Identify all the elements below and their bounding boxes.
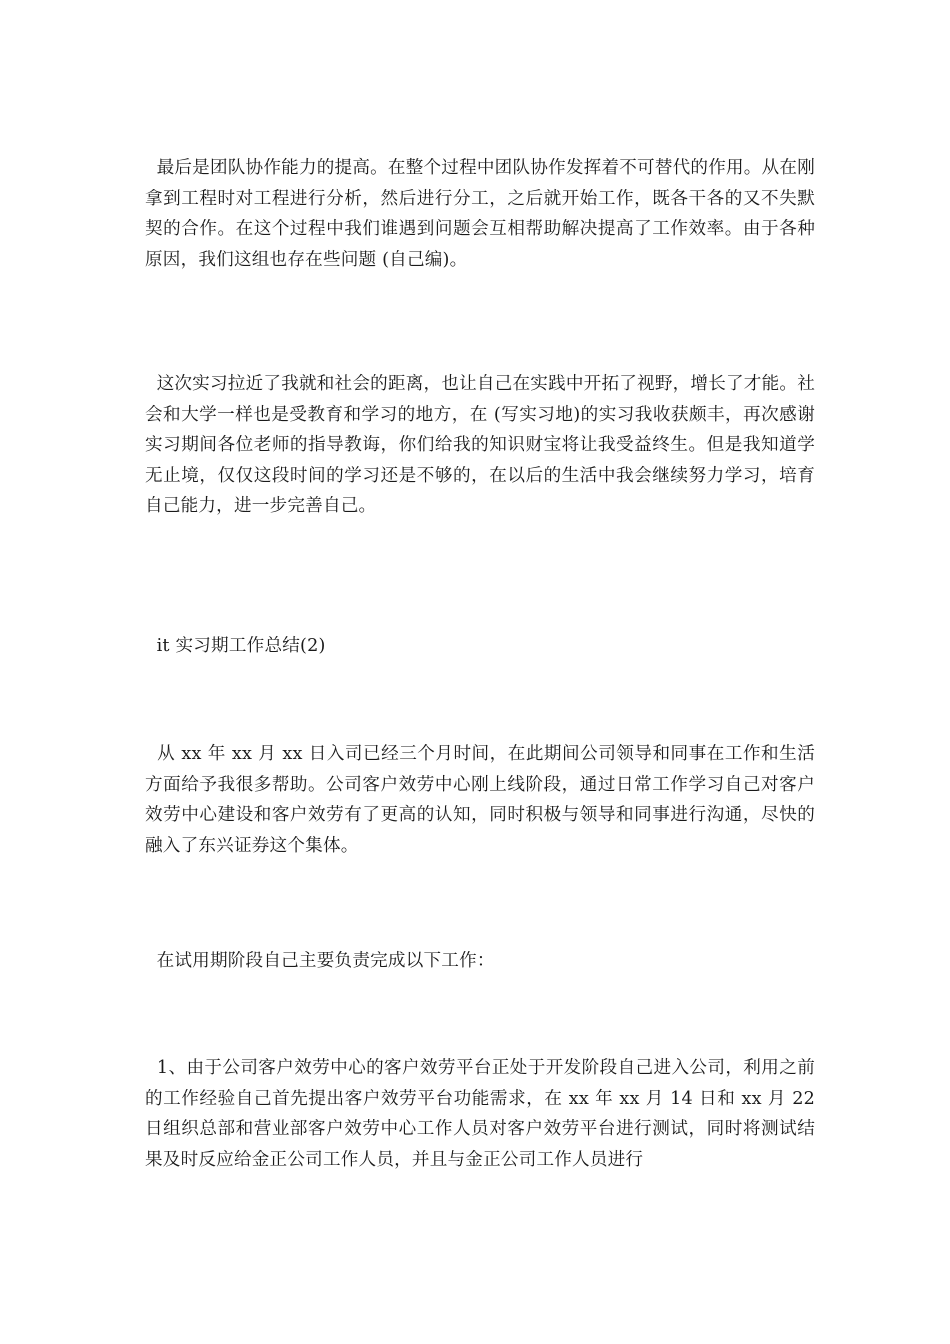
paragraph-teamwork: 最后是团队协作能力的提高。在整个过程中团队协作发挥着不可替代的作用。从在刚拿到工程时对工程进行分析，然后进行分工，之后就开始工作，既各干各的又不失默契的合作。在这个过程中我们谁遇到问题会互相帮助解决提高了工作效率。由于各种原因，我们这组也存在些问题 (自己编)。	[145, 158, 815, 270]
section-heading: it 实习期工作总结(2)	[145, 636, 326, 656]
paragraph-probation-intro: 在试用期阶段自己主要负责完成以下工作：	[145, 951, 495, 971]
paragraph-internship-reflection: 这次实习拉近了我就和社会的距离，也让自己在实践中开拓了视野，增长了才能。社会和大学一样也是受教育和学习的地方，在 (写实习地)的实习我收获颇丰，再次感谢实习期间各位老师的指导教诲，你们给我的知识财宝将让我受益终生。但是我知道学无止境，仅仅这段时间的学习还是不够的，在以后的生活中我会继续努力学习，培育自己能力，进一步完善自己。	[145, 374, 815, 516]
paragraph-work-item-1: 1、由于公司客户效劳中心的客户效劳平台正处于开发阶段自己进入公司，利用之前的工作经验自己首先提出客户效劳平台功能需求，在 xx 年 xx 月 14 日和 xx 月 22 日组织总部和营业部客户效劳中心工作人员对客户效劳平台进行测试，同时将测试结果及时反应给金正公司工作人员，并且与金正公司工作人员进行	[145, 1058, 815, 1170]
paragraph-joining-company: 从 xx 年 xx 月 xx 日入司已经三个月时间，在此期间公司领导和同事在工作和生活方面给予我很多帮助。公司客户效劳中心刚上线阶段，通过日常工作学习自己对客户效劳中心建设和客户效劳有了更高的认知，同时积极与领导和同事进行沟通，尽快的融入了东兴证券这个集体。	[145, 744, 815, 856]
